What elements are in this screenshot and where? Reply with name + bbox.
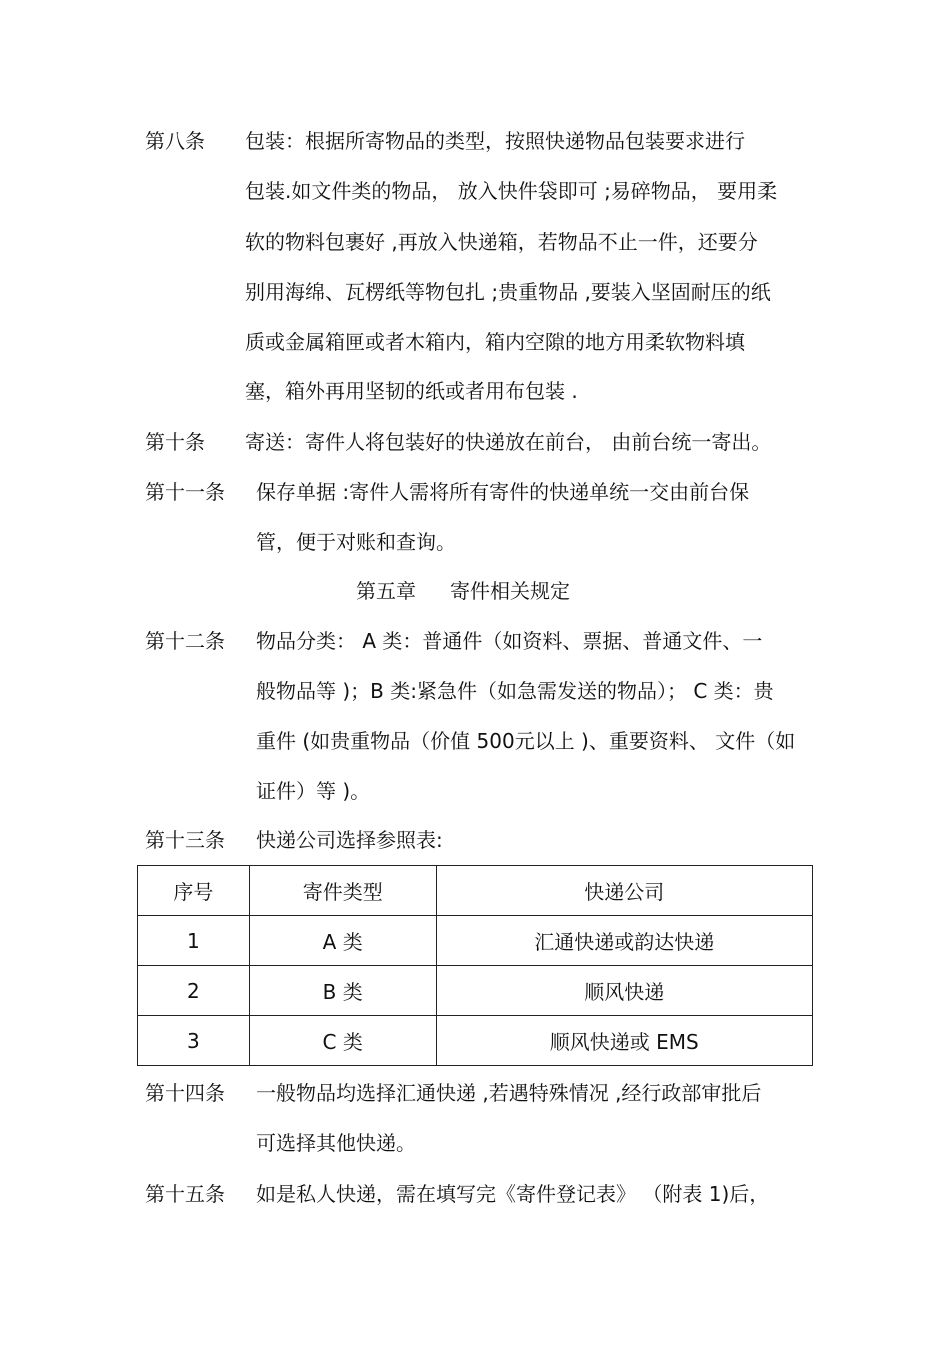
article-8-line-5: 质或金属箱匣或者木箱内，箱内空隙的地方用柔软物料填 <box>245 330 745 354</box>
chapter-heading <box>356 578 570 604</box>
article-11-label: 第十一条 <box>145 480 225 504</box>
article-8-line-1: 包装：根据所寄物品的类型，按照快递物品包装要求进行 <box>245 129 745 153</box>
table-header-cell: 寄件类型 <box>249 866 436 916</box>
table-cell: 1 <box>138 916 250 966</box>
article-8-label: 第八条 <box>145 129 205 153</box>
article-12-line-1: 物品分类： A 类：普通件（如资料、票据、普通文件、一 <box>256 629 763 653</box>
table-cell: 顺风快递或 EMS <box>436 1016 812 1066</box>
table-cell: A 类 <box>249 916 436 966</box>
article-14-line-1: 一般物品均选择汇通快递 ,若遇特殊情况 ,经行政部审批后 <box>256 1081 762 1105</box>
article-8-line-4: 别用海绵、瓦楞纸等物包扎 ;贵重物品 ,要装入坚固耐压的纸 <box>245 280 771 304</box>
article-8-line-2: 包装.如文件类的物品， 放入快件袋即可 ;易碎物品， 要用柔 <box>245 179 778 203</box>
chapter-title: 寄件相关规定 <box>450 579 570 603</box>
article-15-label: 第十五条 <box>145 1182 225 1206</box>
article-14-line-2: 可选择其他快递。 <box>256 1131 416 1155</box>
table-row <box>138 966 813 1016</box>
table-cell: C 类 <box>249 1016 436 1066</box>
article-12-label: 第十二条 <box>145 629 225 653</box>
article-10-line-1: 寄送：寄件人将包装好的快递放在前台， 由前台统一寄出。 <box>245 430 772 454</box>
courier-reference-table <box>137 865 813 1066</box>
article-10-label: 第十条 <box>145 430 205 454</box>
table-cell: 汇通快递或韵达快递 <box>436 916 812 966</box>
table-cell: 2 <box>138 966 250 1016</box>
article-12-line-4: 证件）等 )。 <box>256 779 371 803</box>
table-row <box>138 1016 813 1066</box>
table-header-row <box>138 866 813 916</box>
article-13-label: 第十三条 <box>145 828 225 852</box>
article-14-label: 第十四条 <box>145 1081 225 1105</box>
article-11-line-1: 保存单据 :寄件人需将所有寄件的快递单统一交由前台保 <box>256 480 750 504</box>
article-11-line-2: 管，便于对账和查询。 <box>256 530 456 554</box>
table-cell: B 类 <box>249 966 436 1016</box>
table-cell: 3 <box>138 1016 250 1066</box>
article-8-line-6: 塞，箱外再用坚韧的纸或者用布包装 . <box>245 379 578 403</box>
table-row <box>138 916 813 966</box>
article-8-line-3: 软的物料包裹好 ,再放入快递箱，若物品不止一件，还要分 <box>245 230 758 254</box>
table-header-cell: 序号 <box>138 866 250 916</box>
article-15-line-1: 如是私人快递，需在填写完《寄件登记表》 （附表 1)后， <box>256 1182 770 1206</box>
chapter-number: 第五章 <box>356 579 416 603</box>
article-12-line-3: 重件 (如贵重物品（价值 500元以上 )、重要资料、 文件（如 <box>256 729 796 753</box>
table-cell: 顺风快递 <box>436 966 812 1016</box>
article-13-line-1: 快递公司选择参照表: <box>256 828 443 852</box>
table-header-cell: 快递公司 <box>436 866 812 916</box>
article-12-line-2: 般物品等 )；B 类:紧急件（如急需发送的物品）； C 类：贵 <box>256 679 774 703</box>
